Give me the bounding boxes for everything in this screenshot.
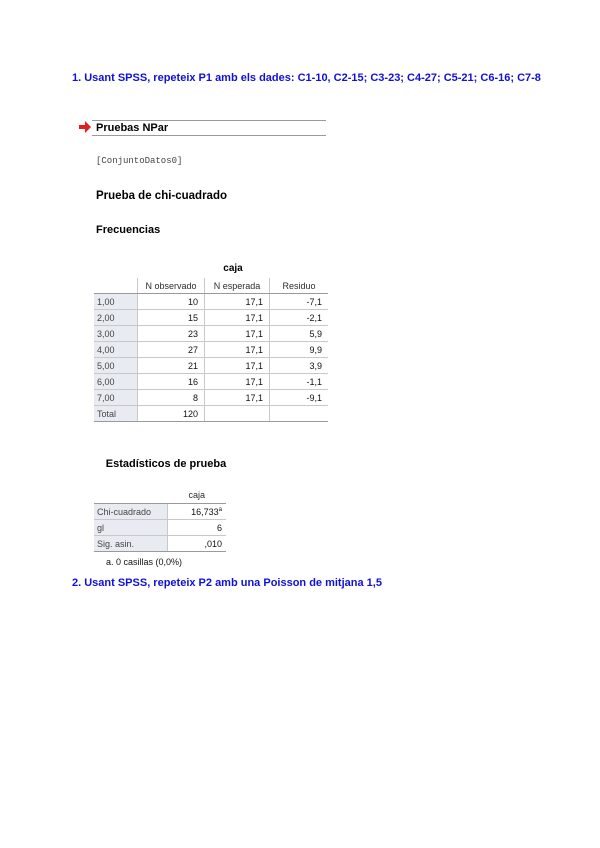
frequencies-title: Frecuencias <box>96 224 161 236</box>
row-label: 1,00 <box>94 294 138 310</box>
question-1-heading: 1. Usant SPSS, repeteix P1 amb els dades: C1-10, C2-15; C3-23; C4-27; C5-21; C6-16; C7-8 <box>72 72 541 84</box>
row-label: 6,00 <box>94 374 138 390</box>
column-header: N observado <box>138 278 205 294</box>
observed-cell: 15 <box>138 310 205 326</box>
residual-cell: -7,1 <box>270 294 329 310</box>
row-label: 3,00 <box>94 326 138 342</box>
table-row <box>94 358 328 374</box>
residual-cell: -9,1 <box>270 390 329 406</box>
total-label: Total <box>94 406 138 422</box>
total-value: 120 <box>138 406 205 422</box>
row-label: 2,00 <box>94 310 138 326</box>
stat-value: ,010 <box>168 536 227 552</box>
table-row <box>94 310 328 326</box>
column-header: N esperada <box>205 278 270 294</box>
expected-cell: 17,1 <box>205 390 270 406</box>
total-row <box>94 406 328 422</box>
residual-cell: 5,9 <box>270 326 329 342</box>
frequencies-table <box>94 261 328 422</box>
table-row <box>94 390 328 406</box>
residual-cell: -1,1 <box>270 374 329 390</box>
column-header: caja <box>168 486 227 504</box>
row-label: 5,00 <box>94 358 138 374</box>
dataset-label: [ConjuntoDatos0] <box>96 156 183 166</box>
column-header <box>94 278 138 294</box>
empty-cell <box>270 406 329 422</box>
observed-cell: 23 <box>138 326 205 342</box>
table-row <box>94 374 328 390</box>
table-row <box>94 294 328 310</box>
table-caption: caja <box>223 263 243 274</box>
observed-cell: 16 <box>138 374 205 390</box>
observed-cell: 27 <box>138 342 205 358</box>
expected-cell: 17,1 <box>205 342 270 358</box>
expected-cell: 17,1 <box>205 374 270 390</box>
empty-cell <box>205 406 270 422</box>
row-label: 4,00 <box>94 342 138 358</box>
stat-value: 16,733 <box>191 506 219 517</box>
stat-value-cell <box>168 504 227 520</box>
test-title: Prueba de chi-cuadrado <box>96 190 228 202</box>
observed-cell: 8 <box>138 390 205 406</box>
observed-cell: 21 <box>138 358 205 374</box>
column-header: Residuo <box>270 278 329 294</box>
residual-cell: 3,9 <box>270 358 329 374</box>
residual-cell: 9,9 <box>270 342 329 358</box>
expected-cell: 17,1 <box>205 358 270 374</box>
expected-cell: 17,1 <box>205 310 270 326</box>
footnote-marker: a <box>218 506 222 513</box>
table-footnote: a. 0 casillas (0,0%) <box>106 557 183 567</box>
row-label: gl <box>94 520 168 536</box>
table-row <box>94 342 328 358</box>
expected-cell: 17,1 <box>205 326 270 342</box>
stats-title: Estadísticos de prueba <box>105 458 227 470</box>
table-row <box>94 520 226 536</box>
column-header-empty <box>94 486 168 504</box>
stat-value: 6 <box>168 520 227 536</box>
residual-cell: -2,1 <box>270 310 329 326</box>
test-statistics-table <box>94 486 226 552</box>
expected-cell: 17,1 <box>205 294 270 310</box>
table-row <box>94 536 226 552</box>
row-label: Sig. asin. <box>94 536 168 552</box>
row-label: Chi-cuadrado <box>94 504 168 520</box>
npar-title: Pruebas NPar <box>92 120 326 136</box>
red-arrow-icon <box>78 120 92 134</box>
table-row <box>94 326 328 342</box>
observed-cell: 10 <box>138 294 205 310</box>
question-2-heading: 2. Usant SPSS, repeteix P2 amb una Poisson de mitjana 1,5 <box>72 577 382 589</box>
row-label: 7,00 <box>94 390 138 406</box>
table-row <box>94 504 226 520</box>
npar-section-header[interactable] <box>78 120 328 136</box>
